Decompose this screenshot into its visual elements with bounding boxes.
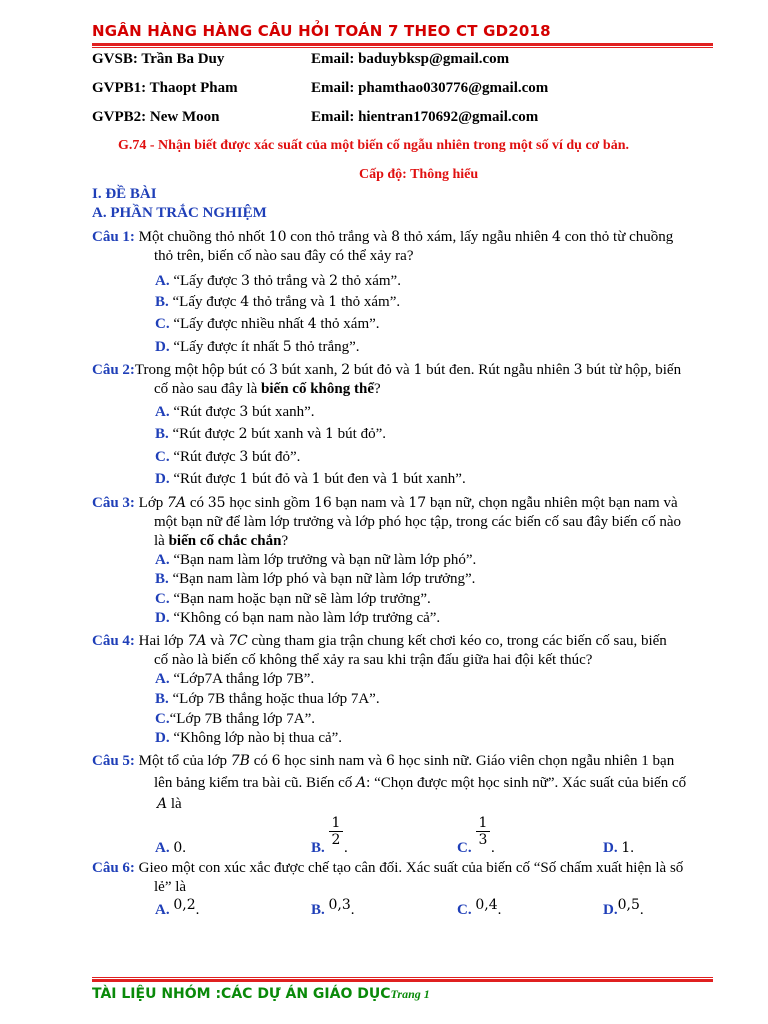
level-line: Cấp độ: Thông hiểu [359,167,479,182]
option-letter: B. [155,691,169,707]
text: bút đỏ”. [248,449,301,465]
text: “Lớp7A thắng lớp 7B”. [173,671,315,687]
text: Một tổ của lớp [138,753,231,769]
text: bạn nữ, chọn ngẫu nhiên một bạn nam và [426,495,678,511]
math-variable: A [157,796,168,812]
text: con thỏ trắng và [286,229,392,245]
math-variable: 7A [187,633,207,649]
question-5-option-c-letter [457,839,472,858]
math-number: 3 [239,449,249,465]
text: bút đen. Rút ngẫu nhiên [422,362,574,378]
option-letter: C. [155,449,170,465]
question-2-option-b [155,425,386,444]
math-number: 0,5 [617,897,640,913]
option-letter: B. [155,294,169,310]
text: . [182,840,187,856]
option-letter: B. [311,840,325,856]
question-1-option-a [155,272,401,291]
question-2-option-c [155,448,300,467]
text: : “Chọn được một học sinh nữ”. Xác suất của biến cố [366,775,687,791]
math-number: 0 [173,840,183,856]
text: “Không có bạn nam nào làm lớp trưởng cả”. [173,610,441,626]
option-letter: A. [155,404,170,420]
text: bút xanh và [247,426,325,442]
text: có [186,495,208,511]
question-4-option-c [155,710,315,729]
fraction-denominator: 3 [476,831,490,848]
math-number: 4 [552,229,561,245]
text: bạn nam và [331,495,409,511]
text: “Bạn nam làm lớp phó và bạn nữ làm lớp trưởng”. [172,571,476,587]
text: . [497,902,502,918]
question-6-option-c [457,897,502,920]
text: thỏ xám”. [338,273,401,289]
option-letter: D. [155,339,170,355]
math-number: 3 [268,362,278,378]
question-3-label: Câu 3: [92,495,135,511]
math-number: 1 [328,294,338,310]
math-number: 10 [268,229,287,245]
text: Trong một hộp bút có [134,362,269,378]
option-letter: B. [155,426,169,442]
question-2-line-2 [154,380,381,399]
option-letter: A. [155,840,170,856]
option-letter: A. [155,902,170,918]
math-number: 1 [239,471,249,487]
question-2-line-1 [92,361,681,380]
math-number: 3 [241,273,250,289]
text: Gieo một con xúc xắc được chế tạo cân đối. Xác suất của biến cố “Số chấm xuất hiện là số [138,860,684,876]
text: con thỏ từ chuồng [560,229,674,245]
question-4-option-b [155,690,380,709]
text: “Lớp 7B thắng lớp 7A”. [169,711,316,727]
question-4-label: Câu 4: [92,633,135,649]
question-6-option-d [603,897,644,920]
text: “Bạn nam làm lớp trưởng và bạn nữ làm lớp phó”. [173,552,477,568]
math-number: 16 [313,495,332,511]
emphasis: biến cố không thể [261,381,374,397]
math-number: 1 [621,840,631,856]
text: “Lấy được ít nhất [173,339,283,355]
question-5-label: Câu 5: [92,753,135,769]
text: thỏ trắng”. [291,339,360,355]
text: thỏ xám”. [337,294,401,310]
option-letter: A. [155,552,170,568]
question-2-option-a [155,403,315,422]
question-3-line-1 [92,494,678,513]
question-3-option-b [155,570,475,589]
text: “Không lớp nào bị thua cả”. [173,730,343,746]
math-number: 4 [307,316,317,332]
math-number: 0,2 [173,897,196,913]
fraction-denominator: 2 [329,831,343,848]
math-number: 2 [341,362,351,378]
text: “Lấy được [173,273,242,289]
option-letter: B. [311,902,325,918]
text: . [350,902,355,918]
math-variable: 7A [167,495,187,511]
option-letter: C. [155,711,170,727]
question-1-label: Câu 1: [92,229,135,245]
text: “Bạn nam hoặc bạn nữ sẽ làm lớp trưởng”. [173,591,431,607]
text: là [154,533,169,549]
text: bút từ hộp, biến [582,362,682,378]
math-number: 1 [413,362,423,378]
option-letter: C. [155,591,170,607]
text: có [249,753,272,769]
text: bút xanh, [277,362,342,378]
math-number: 2 [238,426,248,442]
text: là [167,796,182,812]
footer-rule-thick [92,979,713,982]
fraction-numerator: 1 [478,815,488,831]
question-5-option-c-fraction [476,815,490,848]
option-letter: D. [603,902,618,918]
math-number: 5 [282,339,292,355]
text: ? [281,533,289,549]
question-6-line-1 [92,859,683,878]
math-number: 4 [240,294,250,310]
question-5-option-a [155,839,186,858]
footer-label [92,986,430,1002]
fraction-numerator: 1 [331,815,341,831]
math-variable: A [356,775,367,791]
text: học sinh nữ. Giáo viên chọn ngẫu nhiên 1 bạn [394,753,675,769]
text: bút xanh”. [248,404,315,420]
math-number: 6 [385,753,395,769]
text: cùng tham gia trận chung kết chơi kéo co, trong các biến cố sau, biến [247,633,667,649]
option-letter: C. [155,316,170,332]
math-number: 0,4 [475,897,498,913]
math-number: 17 [408,495,427,511]
header-rule-thin [92,47,713,48]
question-4-line-2: cố nào là biến cố không thể xảy ra sau khi trận đấu giữa hai đội kết thúc? [154,652,593,668]
text: bút đen và [320,471,391,487]
text: và [206,633,229,649]
question-4-option-a [155,670,314,689]
option-letter: A. [155,671,170,687]
text: thỏ xám”. [316,316,380,332]
question-2-option-d [155,470,466,489]
option-letter: A. [155,273,170,289]
math-variable: 7C [228,633,248,649]
math-number: 6 [271,753,281,769]
question-5-option-b-fraction [329,815,343,848]
question-3-line-2: một bạn nữ để làm lớp trưởng và lớp phó học tập, trong các biến cố sau đây biến cố nào [154,514,681,530]
text: bút đỏ và [248,471,312,487]
question-4-line-1 [92,632,667,651]
question-5-line-3 [157,795,182,814]
text: cố nào sau đây là [154,381,262,397]
question-5-option-d [603,839,634,858]
text: học sinh gồm [225,495,314,511]
teacher-gvsb-email: Email: baduybksp@gmail.com [311,51,510,67]
section-de-bai: I. ĐỀ BÀI [92,186,157,202]
text: thỏ xám, lấy ngẫu nhiên [399,229,553,245]
question-6-line-2: lẻ” là [154,879,187,895]
teacher-gvsb: GVSB: Trần Ba Duy [92,51,225,67]
teacher-gvpb1-email: Email: phamthao030776@gmail.com [311,80,549,96]
text: bút đỏ và [350,362,414,378]
question-1-option-c [155,315,380,334]
text: ? [374,381,381,397]
footer-title: TÀI LIỆU NHÓM :CÁC DỰ ÁN GIÁO DỤC [92,986,391,1002]
question-5-option-b-dot: . [344,840,348,856]
objective-line: G.74 - Nhận biết được xác suất của một biến cố ngẫu nhiên trong một số ví dụ cơ bản. [118,138,629,153]
text: “Rút được [173,404,240,420]
question-5-line-1 [92,752,674,771]
teacher-gvpb2-email: Email: hientran170692@gmail.com [311,109,539,125]
question-3-option-d [155,609,440,628]
text: . [195,902,200,918]
text: Hai lớp [138,633,188,649]
header-rule-thick [92,43,713,46]
question-5-option-c-dot: . [491,840,495,856]
text: Lớp [138,495,168,511]
document-header-title: NGÂN HÀNG HÀNG CÂU HỎI TOÁN 7 THEO CT GD2018 [92,22,551,40]
option-letter: B. [155,571,169,587]
question-2-label: Câu 2: [92,362,135,378]
text: thỏ trắng và [249,294,329,310]
option-letter: C. [457,902,472,918]
question-6-option-b [311,897,355,920]
text: “Rút được [172,426,239,442]
math-number: 1 [390,471,400,487]
text: bút xanh”. [399,471,466,487]
question-1-option-d [155,338,360,357]
text: “Rút được [173,449,240,465]
math-number: 1 [324,426,334,442]
text: học sinh nam và [280,753,386,769]
question-1-option-b [155,293,400,312]
math-variable: 7B [230,753,250,769]
text: Một chuồng thỏ nhốt [138,229,269,245]
question-1-line-1 [92,228,673,247]
question-3-option-a [155,551,476,570]
math-number: 8 [391,229,400,245]
text: “Lấy được [172,294,241,310]
text: “Lấy được nhiều nhất [173,316,308,332]
section-trac-nghiem: A. PHẦN TRẮC NGHIỆM [92,205,267,221]
math-number: 35 [207,495,226,511]
teacher-gvpb2: GVPB2: New Moon [92,109,220,125]
math-number: 1 [311,471,321,487]
question-6-label: Câu 6: [92,860,135,876]
question-4-option-d [155,729,342,748]
text: “Rút được [173,471,240,487]
question-3-line-3 [154,532,288,551]
question-1-line-2: thỏ trên, biến cố nào sau đây có thể xảy ra? [154,248,414,264]
option-letter: D. [155,610,170,626]
question-6-option-a [155,897,200,920]
teacher-gvpb1: GVPB1: Thaopt Pham [92,80,238,96]
question-5-option-b-letter [311,839,325,858]
page-number: Trang 1 [390,987,430,1001]
question-5-line-2 [154,774,686,793]
text: thỏ trắng và [249,273,330,289]
question-3-option-c [155,590,431,609]
math-number: 0,3 [328,897,351,913]
text: “Lớp 7B thắng hoặc thua lớp 7A”. [172,691,380,707]
option-letter: D. [155,730,170,746]
text: bút đỏ”. [333,426,386,442]
footer-rule-thin [92,977,713,978]
option-letter: D. [155,471,170,487]
option-letter: D. [603,840,618,856]
math-number: 2 [329,273,339,289]
text: lên bảng kiểm tra bài cũ. Biến cố [154,775,357,791]
option-letter: C. [457,840,472,856]
text: . [630,840,635,856]
math-number: 3 [239,404,249,420]
math-number: 3 [573,362,583,378]
emphasis: biến cố chắc chắn [168,533,282,549]
text: . [639,902,644,918]
